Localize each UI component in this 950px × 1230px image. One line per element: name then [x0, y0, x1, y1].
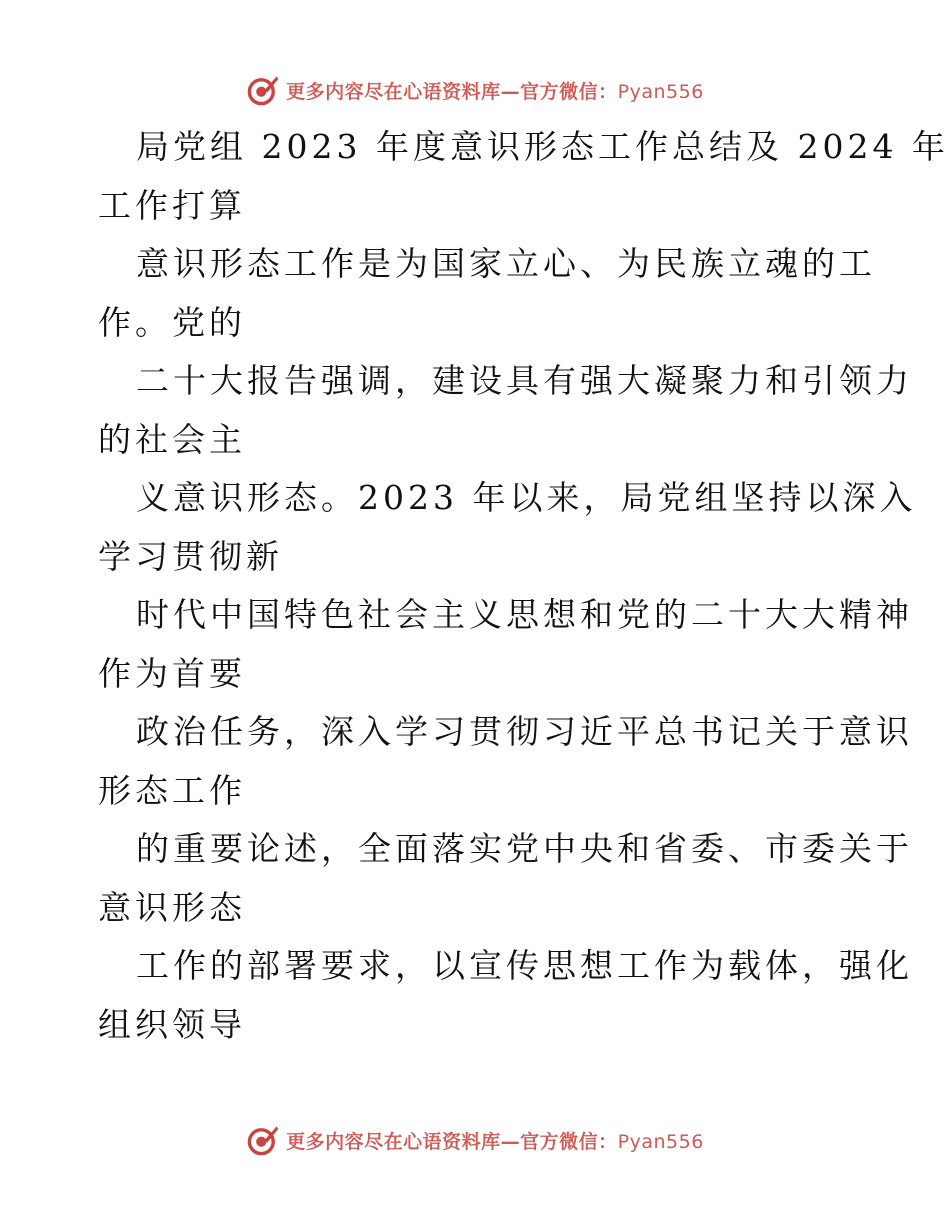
paragraph-line: 作。党的 [98, 302, 246, 342]
watermark-text: 更多内容尽在心语资料库—官方微信：Pyan556 [286, 80, 704, 103]
document-title-line: 局党组 2023 年度意识形态工作总结及 2024 年 [136, 127, 949, 166]
paragraph-line: 二十大报告强调，建设具有强大凝聚力和引领力 [136, 361, 913, 400]
paragraph-line: 意识形态工作是为国家立心、为民族立魂的工 [136, 244, 876, 283]
pen-logo-icon [246, 73, 280, 107]
paragraph-line: 的社会主 [98, 419, 246, 459]
pen-logo-icon [246, 1123, 280, 1157]
watermark-text: 更多内容尽在心语资料库—官方微信：Pyan556 [286, 1130, 704, 1153]
paragraph-line: 的重要论述，全面落实党中央和省委、市委关于 [136, 829, 913, 868]
paragraph-line: 意识形态 [98, 887, 246, 927]
footer-watermark [0, 1120, 950, 1160]
paragraph-line: 作为首要 [98, 653, 246, 693]
paragraph-line: 工作的部署要求，以宣传思想工作为载体，强化 [136, 946, 913, 985]
header-watermark [0, 70, 950, 110]
paragraph-line: 时代中国特色社会主义思想和党的二十大大精神 [136, 595, 913, 634]
document-title-line: 工作打算 [98, 185, 246, 225]
paragraph-line: 政治任务，深入学习贯彻习近平总书记关于意识 [136, 712, 913, 751]
paragraph-line: 学习贯彻新 [98, 536, 283, 576]
paragraph-line: 形态工作 [98, 770, 246, 810]
document-body [98, 118, 949, 1054]
paragraph-line: 义意识形态。2023 年以来，局党组坚持以深入 [136, 478, 917, 517]
paragraph-line: 组织领导 [98, 1004, 246, 1044]
